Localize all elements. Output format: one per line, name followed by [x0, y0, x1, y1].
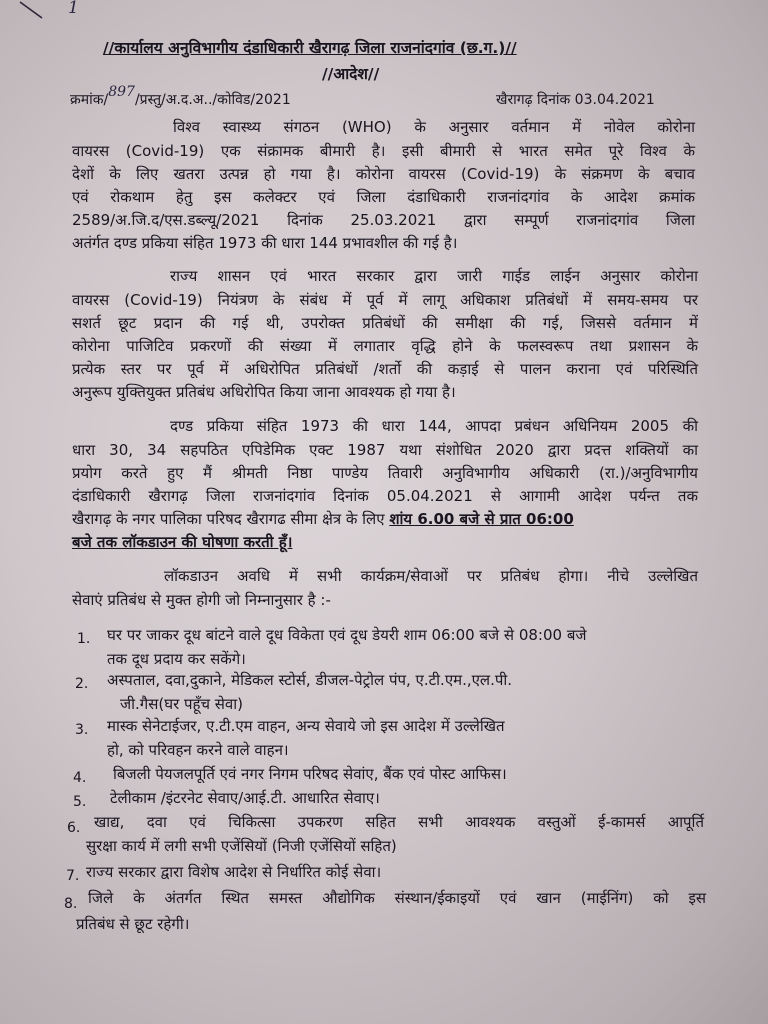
list-number: 2.	[75, 676, 89, 692]
para3-line: दंडाधिकारी खैरागढ़ जिला राजनांदगांव दिनांक 05.04.2021 से आगामी आदेश पर्यन्त तक	[72, 487, 698, 505]
list-number: 5.	[73, 794, 87, 810]
corner-pen-mark	[16, 0, 56, 22]
list-number: 4.	[73, 770, 87, 786]
para4-line: लॉकडाउन अवधि में सभी कार्यक्रम/सेवाओं पर प्रतिबंध होगा। नीचे उल्लेखित	[164, 567, 698, 585]
reference-number: क्रमांक/897/प्रस्तु/अ.द.अ../कोविड/2021	[70, 84, 291, 108]
para1-line: देशों के लिए खतरा उत्पन्न हो गया है। कोरोना वायरस (Covid-19) के संक्रमण के बचाव	[72, 165, 695, 183]
list-text: घर पर जाकर दूध बांटने वाले दूध विकेता एवं दूध डेयरी शाम 06:00 बजे से 08:00 बजे	[107, 626, 587, 644]
place-and-date: खैरागढ़ दिनांक 03.04.2021	[496, 92, 655, 108]
list-number: 6.	[67, 820, 81, 836]
list-text: तक दूध प्रदाय कर सकेंगे।	[107, 650, 246, 668]
list-text: टेलीकाम /इंटरनेट सेवाए/आई.टी. आधारित सेवाए।	[110, 789, 380, 807]
list-text: खाद्य, दवा एवं चिकित्सा उपकरण सहित सभी आवश्यक वस्तुओं ई-कामर्स आपूर्ति	[94, 813, 704, 831]
para3-line: प्रयोग करते हुए मैं श्रीमती निष्ठा पाण्डेय तिवारी अनुविभागीय अधिकारी (रा.)/अनुविभागीय	[72, 464, 698, 482]
list-text: जी.गैस(घर पहूँच सेवा)	[120, 695, 243, 713]
list-number: 8.	[64, 896, 78, 912]
para2-line: कोरोना पाजिटिव प्रकरणों की संख्या में लगातार वृद्धि होने के फलस्वरूप तथा प्रशासन के	[72, 337, 698, 355]
para2-line: अनुरूप युक्तियुक्त प्रतिबंध अधिरोपित किया जाना आवश्यक हो गया है।	[72, 383, 456, 401]
office-heading: //कार्यालय अनुविभागीय दंडाधिकारी खैरागढ़ जिला राजनांदगांव (छ.ग.)//	[103, 39, 517, 57]
para2-line: राज्य शासन एवं भारत सरकार द्वारा जारी गाईड लाईन अनुसार कोरोना	[170, 267, 698, 285]
list-text: राज्य सरकार द्वारा विशेष आदेश से निर्धारित कोई सेवा।	[86, 863, 382, 881]
list-text: अस्पताल, दवा,दुकाने, मेडिकल स्टोर्स, डीजल-पेट्रोल पंप, ए.टी.एम.,एल.पी.	[107, 671, 513, 689]
list-number: 1.	[77, 631, 91, 647]
para1-line: अतंर्गत दण्ड प्रकिया संहित 1973 की धारा 144 प्रभावशील की गई है।	[72, 234, 458, 252]
para2-line: प्रत्येक स्तर पर पूर्व में अधिरोपित प्रतिबंधों /शर्तो की कड़ाई से पालन कराना एवं परिस्थिति	[72, 360, 698, 378]
order-title: //आदेश//	[322, 65, 380, 83]
para4-line: सेवाएं प्रतिबंध से मुक्त होगी जो निम्नानुसार है :-	[72, 591, 331, 609]
handwritten-ref-number: 897	[108, 84, 135, 100]
list-text: प्रतिबंध से छूट रहेगी।	[76, 915, 190, 933]
list-number: 7.	[66, 868, 80, 884]
para3-line: दण्ड प्रकिया संहित 1973 की धारा 144, आपदा प्रबंधन अधिनियम 2005 की	[170, 417, 698, 435]
list-text: बिजली पेयजलपूर्ति एवं नगर निगम परिषद सेवांए, बैंक एवं पोस्ट आफिस।	[113, 765, 507, 783]
para2-line: सशर्त छूट प्रदान की गई थी, उपरोक्त प्रतिबंधों की समीक्षा की गई, जिससे वर्तमान में	[72, 314, 698, 332]
para2-line: वायरस (Covid-19) नियंत्रण के संबंध में पूर्व में लागू अधिकाश प्रतिबंधों में समय-समय पर	[72, 291, 698, 309]
corner-handwritten-number: 1	[68, 0, 79, 18]
para1-line: वायरस (Covid-19) एक संक्रामक बीमारी है। इसी बीमारी से भारत समेत पूरे विश्व के	[72, 142, 695, 160]
list-text: जिले के अंतर्गत स्थित समस्त औद्योगिक संस्थान/ईकाइयों एवं खान (माईनिंग) को इस	[88, 889, 706, 907]
para1-line: एवं रोकथाम हेतु इस कलेक्टर एवं जिला दंडाधिकारी राजनांदगांव के आदेश क्रमांक	[72, 188, 695, 206]
para3-line: धारा 30, 34 सहपठित एपिडेमिक एक्ट 1987 यथा संशोधित 2020 द्वारा प्रदत्त शक्तियों का	[72, 441, 698, 459]
lockdown-declaration: बजे तक लॉकडाउन की घोषणा करती हूँ।	[72, 533, 293, 551]
para1-line: 2589/अ.जि.द/एस.डब्ल्यू/2021 दिनांक 25.03.2021 द्वारा सम्पूर्ण राजनांदगांव जिला	[72, 211, 695, 229]
list-text: मास्क सेनेटाईजर, ए.टी.एम वाहन, अन्य सेवाये जो इस आदेश में उल्लेखित	[107, 717, 505, 735]
para1-line: विश्व स्वास्थ्य संगठन (WHO) के अनुसार वर्तमान में नोवेल कोरोना	[173, 118, 695, 136]
list-number: 3.	[75, 722, 89, 738]
para3-line: खैरागढ़ के नगर पालिका परिषद खैरागढ सीमा क्षेत्र के लिए शांय 6.00 बजे से प्रात 06:00	[72, 510, 574, 528]
list-text: हो, को परिवहन करने वाले वाहन।	[107, 741, 289, 759]
list-text: सुरक्षा कार्य में लगी सभी एजेंसियों (निजी एजेंसियों सहित)	[86, 837, 397, 855]
lockdown-timing-highlight: शांय 6.00 बजे से प्रात 06:00	[389, 510, 574, 528]
